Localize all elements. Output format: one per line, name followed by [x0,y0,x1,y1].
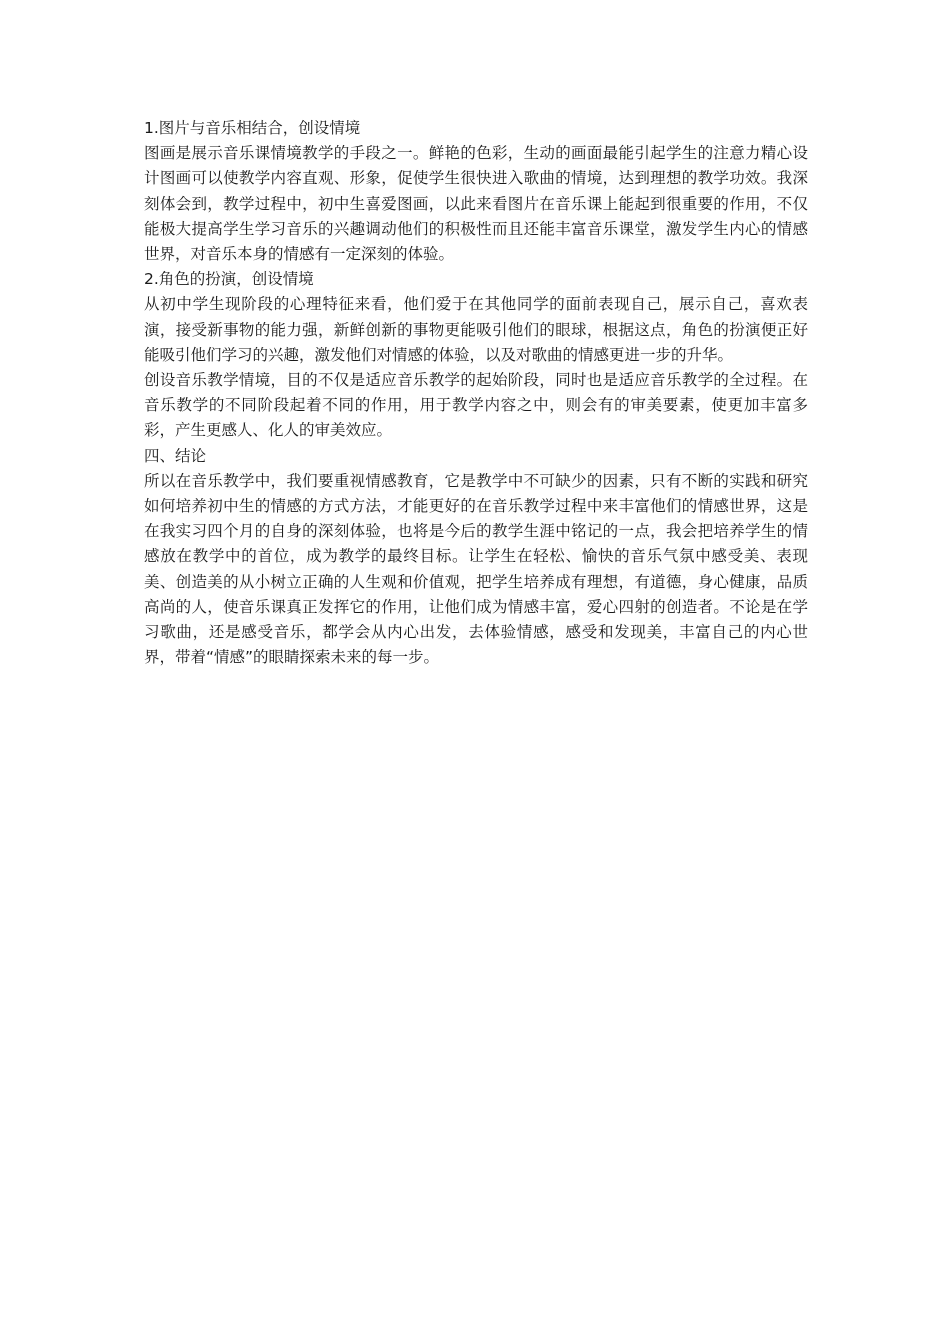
paragraph-3: 创设音乐教学情境，目的不仅是适应音乐教学的起始阶段，同时也是适应音乐教学的全过程。在音乐教学的不同阶段起着不同的作用，用于教学内容之中，则会有的审美要素，使更加丰富多彩，产生更感人、化人的审美效应。 [144,371,808,440]
paragraph-4: 所以在音乐教学中，我们要重视情感教育，它是教学中不可缺少的因素，只有不断的实践和研究如何培养初中生的情感的方式方法，才能更好的在音乐教学过程中来丰富他们的情感世界，这是在我实习四个月的自身的深刻体验，也将是今后的教学生涯中铭记的一点，我会把培养学生的情感放在教学中的首位，成为教学的最终目标。让学生在轻松、愉快的音乐气氛中感受美、表现美、创造美的从小树立正确的人生观和价值观，把学生培养成有理想，有道德，身心健康，品质高尚的人，使音乐课真正发挥它的作用，让他们成为情感丰富，爱心四射的创造者。不论是在学习歌曲，还是感受音乐，都学会从内心出发，去体验情感，感受和发现美，丰富自己的内心世界，带着“情感”的眼睛探索未来的每一步。 [144,471,808,667]
section-heading-conclusion: 四、结论 [144,446,207,465]
document-body [144,116,808,670]
section-heading-2: 2.角色的扮演，创设情境 [144,270,314,289]
paragraph-2: 从初中学生现阶段的心理特征来看，他们爱于在其他同学的面前表现自己，展示自己，喜欢表演，接受新事物的能力强，新鲜创新的事物更能吸引他们的眼球，根据这点，角色的扮演便正好能吸引他们学习的兴趣，激发他们对情感的体验，以及对歌曲的情感更进一步的升华。 [144,295,808,364]
paragraph-1: 图画是展示音乐课情境教学的手段之一。鲜艳的色彩，生动的画面最能引起学生的注意力精心设计图画可以使教学内容直观、形象，促使学生很快进入歌曲的情境，达到理想的教学功效。我深刻体会到，教学过程中，初中生喜爱图画，以此来看图片在音乐课上能起到很重要的作用，不仅能极大提高学生学习音乐的兴趣调动他们的积极性而且还能丰富音乐课堂，激发学生内心的情感世界，对音乐本身的情感有一定深刻的体验。 [144,144,808,264]
section-heading-1: 1.图片与音乐相结合，创设情境 [144,119,361,137]
